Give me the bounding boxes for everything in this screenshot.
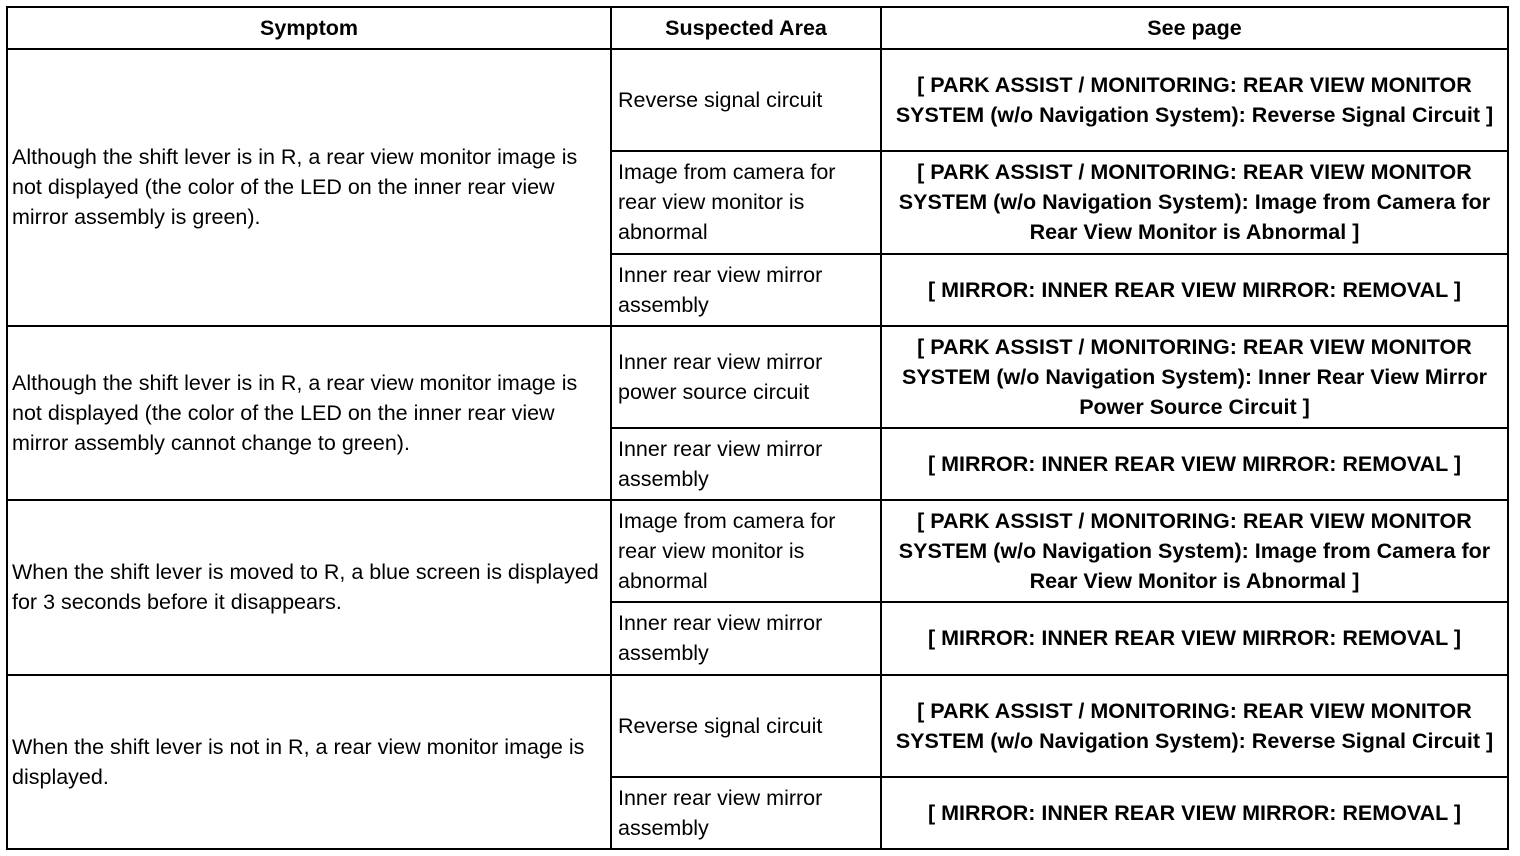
suspected-area-cell: Reverse signal circuit (611, 49, 881, 151)
see-page-link[interactable]: [ MIRROR: INNER REAR VIEW MIRROR: REMOVAL ] (881, 777, 1508, 849)
table-body (7, 49, 1508, 849)
suspected-area-cell: Inner rear view mirror assembly (611, 254, 881, 326)
header-row (7, 7, 1508, 49)
symptom-cell: Although the shift lever is in R, a rear view monitor image is not displayed (the color of the LED on the inner rear view mirror assembly is green). (7, 49, 611, 326)
suspected-area-cell: Image from camera for rear view monitor is abnormal (611, 500, 881, 602)
symptom-cell: Although the shift lever is in R, a rear view monitor image is not displayed (the color of the LED on the inner rear view mirror assembly cannot change to green). (7, 326, 611, 500)
header-symptom: Symptom (7, 7, 611, 49)
table-row (7, 675, 1508, 777)
see-page-link[interactable]: [ PARK ASSIST / MONITORING: REAR VIEW MONITOR SYSTEM (w/o Navigation System): Inner Rear View Mirror Power Source Circuit ] (881, 326, 1508, 428)
table-row (7, 500, 1508, 602)
see-page-link[interactable]: [ MIRROR: INNER REAR VIEW MIRROR: REMOVAL ] (881, 428, 1508, 500)
table-header (7, 7, 1508, 49)
see-page-link[interactable]: [ MIRROR: INNER REAR VIEW MIRROR: REMOVAL ] (881, 602, 1508, 674)
troubleshooting-table (6, 6, 1509, 850)
see-page-link[interactable]: [ PARK ASSIST / MONITORING: REAR VIEW MONITOR SYSTEM (w/o Navigation System): Image from Camera for Rear View Monitor is Abnormal ] (881, 151, 1508, 253)
symptom-cell: When the shift lever is moved to R, a blue screen is displayed for 3 seconds before it disappears. (7, 500, 611, 674)
see-page-link[interactable]: [ PARK ASSIST / MONITORING: REAR VIEW MONITOR SYSTEM (w/o Navigation System): Reverse Signal Circuit ] (881, 675, 1508, 777)
suspected-area-cell: Inner rear view mirror assembly (611, 428, 881, 500)
suspected-area-cell: Inner rear view mirror assembly (611, 777, 881, 849)
header-see-page: See page (881, 7, 1508, 49)
table-row (7, 49, 1508, 151)
table-row (7, 326, 1508, 428)
see-page-link[interactable]: [ PARK ASSIST / MONITORING: REAR VIEW MONITOR SYSTEM (w/o Navigation System): Reverse Signal Circuit ] (881, 49, 1508, 151)
symptom-cell: When the shift lever is not in R, a rear view monitor image is displayed. (7, 675, 611, 849)
suspected-area-cell: Inner rear view mirror power source circuit (611, 326, 881, 428)
see-page-link[interactable]: [ PARK ASSIST / MONITORING: REAR VIEW MONITOR SYSTEM (w/o Navigation System): Image from Camera for Rear View Monitor is Abnormal ] (881, 500, 1508, 602)
suspected-area-cell: Reverse signal circuit (611, 675, 881, 777)
suspected-area-cell: Inner rear view mirror assembly (611, 602, 881, 674)
see-page-link[interactable]: [ MIRROR: INNER REAR VIEW MIRROR: REMOVAL ] (881, 254, 1508, 326)
suspected-area-cell: Image from camera for rear view monitor is abnormal (611, 151, 881, 253)
header-suspected-area: Suspected Area (611, 7, 881, 49)
